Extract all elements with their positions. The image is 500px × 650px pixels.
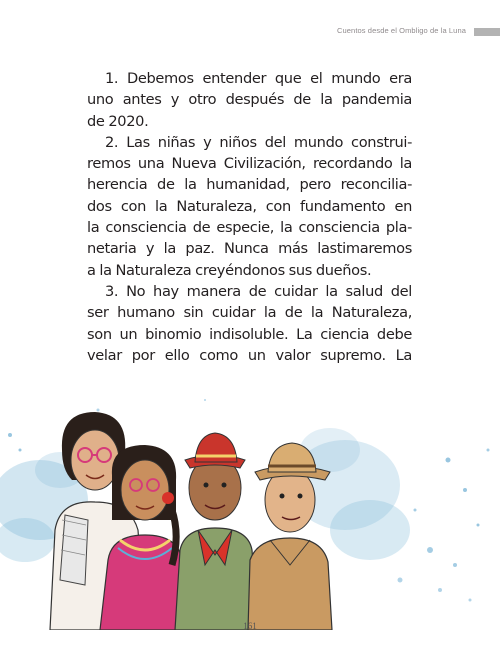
text-line: de 2020. <box>87 112 149 130</box>
body-text <box>87 68 412 366</box>
child-with-red-hat <box>175 433 258 630</box>
four-children-illustration <box>0 390 500 630</box>
text-line: uno antes y otro después de la pandemia <box>87 91 412 109</box>
child-with-tan-hat <box>248 443 332 630</box>
text-line: 2. Las niñas y niños del mundo construi- <box>105 133 412 151</box>
text-line: la consciencia de especie, la consciencia pla- <box>87 219 412 237</box>
running-header-title: Cuentos desde el Ombligo de la Luna <box>336 26 466 35</box>
text-line: remos una Nueva Civilización, recordando la <box>87 155 412 173</box>
text-line: son un binomio indisoluble. La ciencia debe <box>87 325 412 343</box>
text-line: ser humano sin cuidar la de la Naturaleza, <box>87 304 412 322</box>
paragraph-1 <box>87 68 412 132</box>
text-line: velar por ello como un valor supremo. La <box>87 346 412 364</box>
text-line: 1. Debemos entender que el mundo era <box>105 70 412 87</box>
text-line: netaria y la paz. Nunca más lastimaremos <box>87 240 412 258</box>
text-line: herencia de la humanidad, pero reconcilia- <box>87 176 412 194</box>
text-line: a la Naturaleza creyéndonos sus dueños. <box>87 261 372 279</box>
running-header <box>0 26 500 38</box>
paragraph-2 <box>87 132 412 281</box>
paragraph-3 <box>87 281 412 366</box>
text-line: 3. No hay manera de cuidar la salud del <box>105 282 412 300</box>
page-number: 161 <box>243 621 257 631</box>
text-line: dos con la Naturaleza, con fundamento en <box>87 197 412 215</box>
header-tab-marker <box>474 28 500 36</box>
